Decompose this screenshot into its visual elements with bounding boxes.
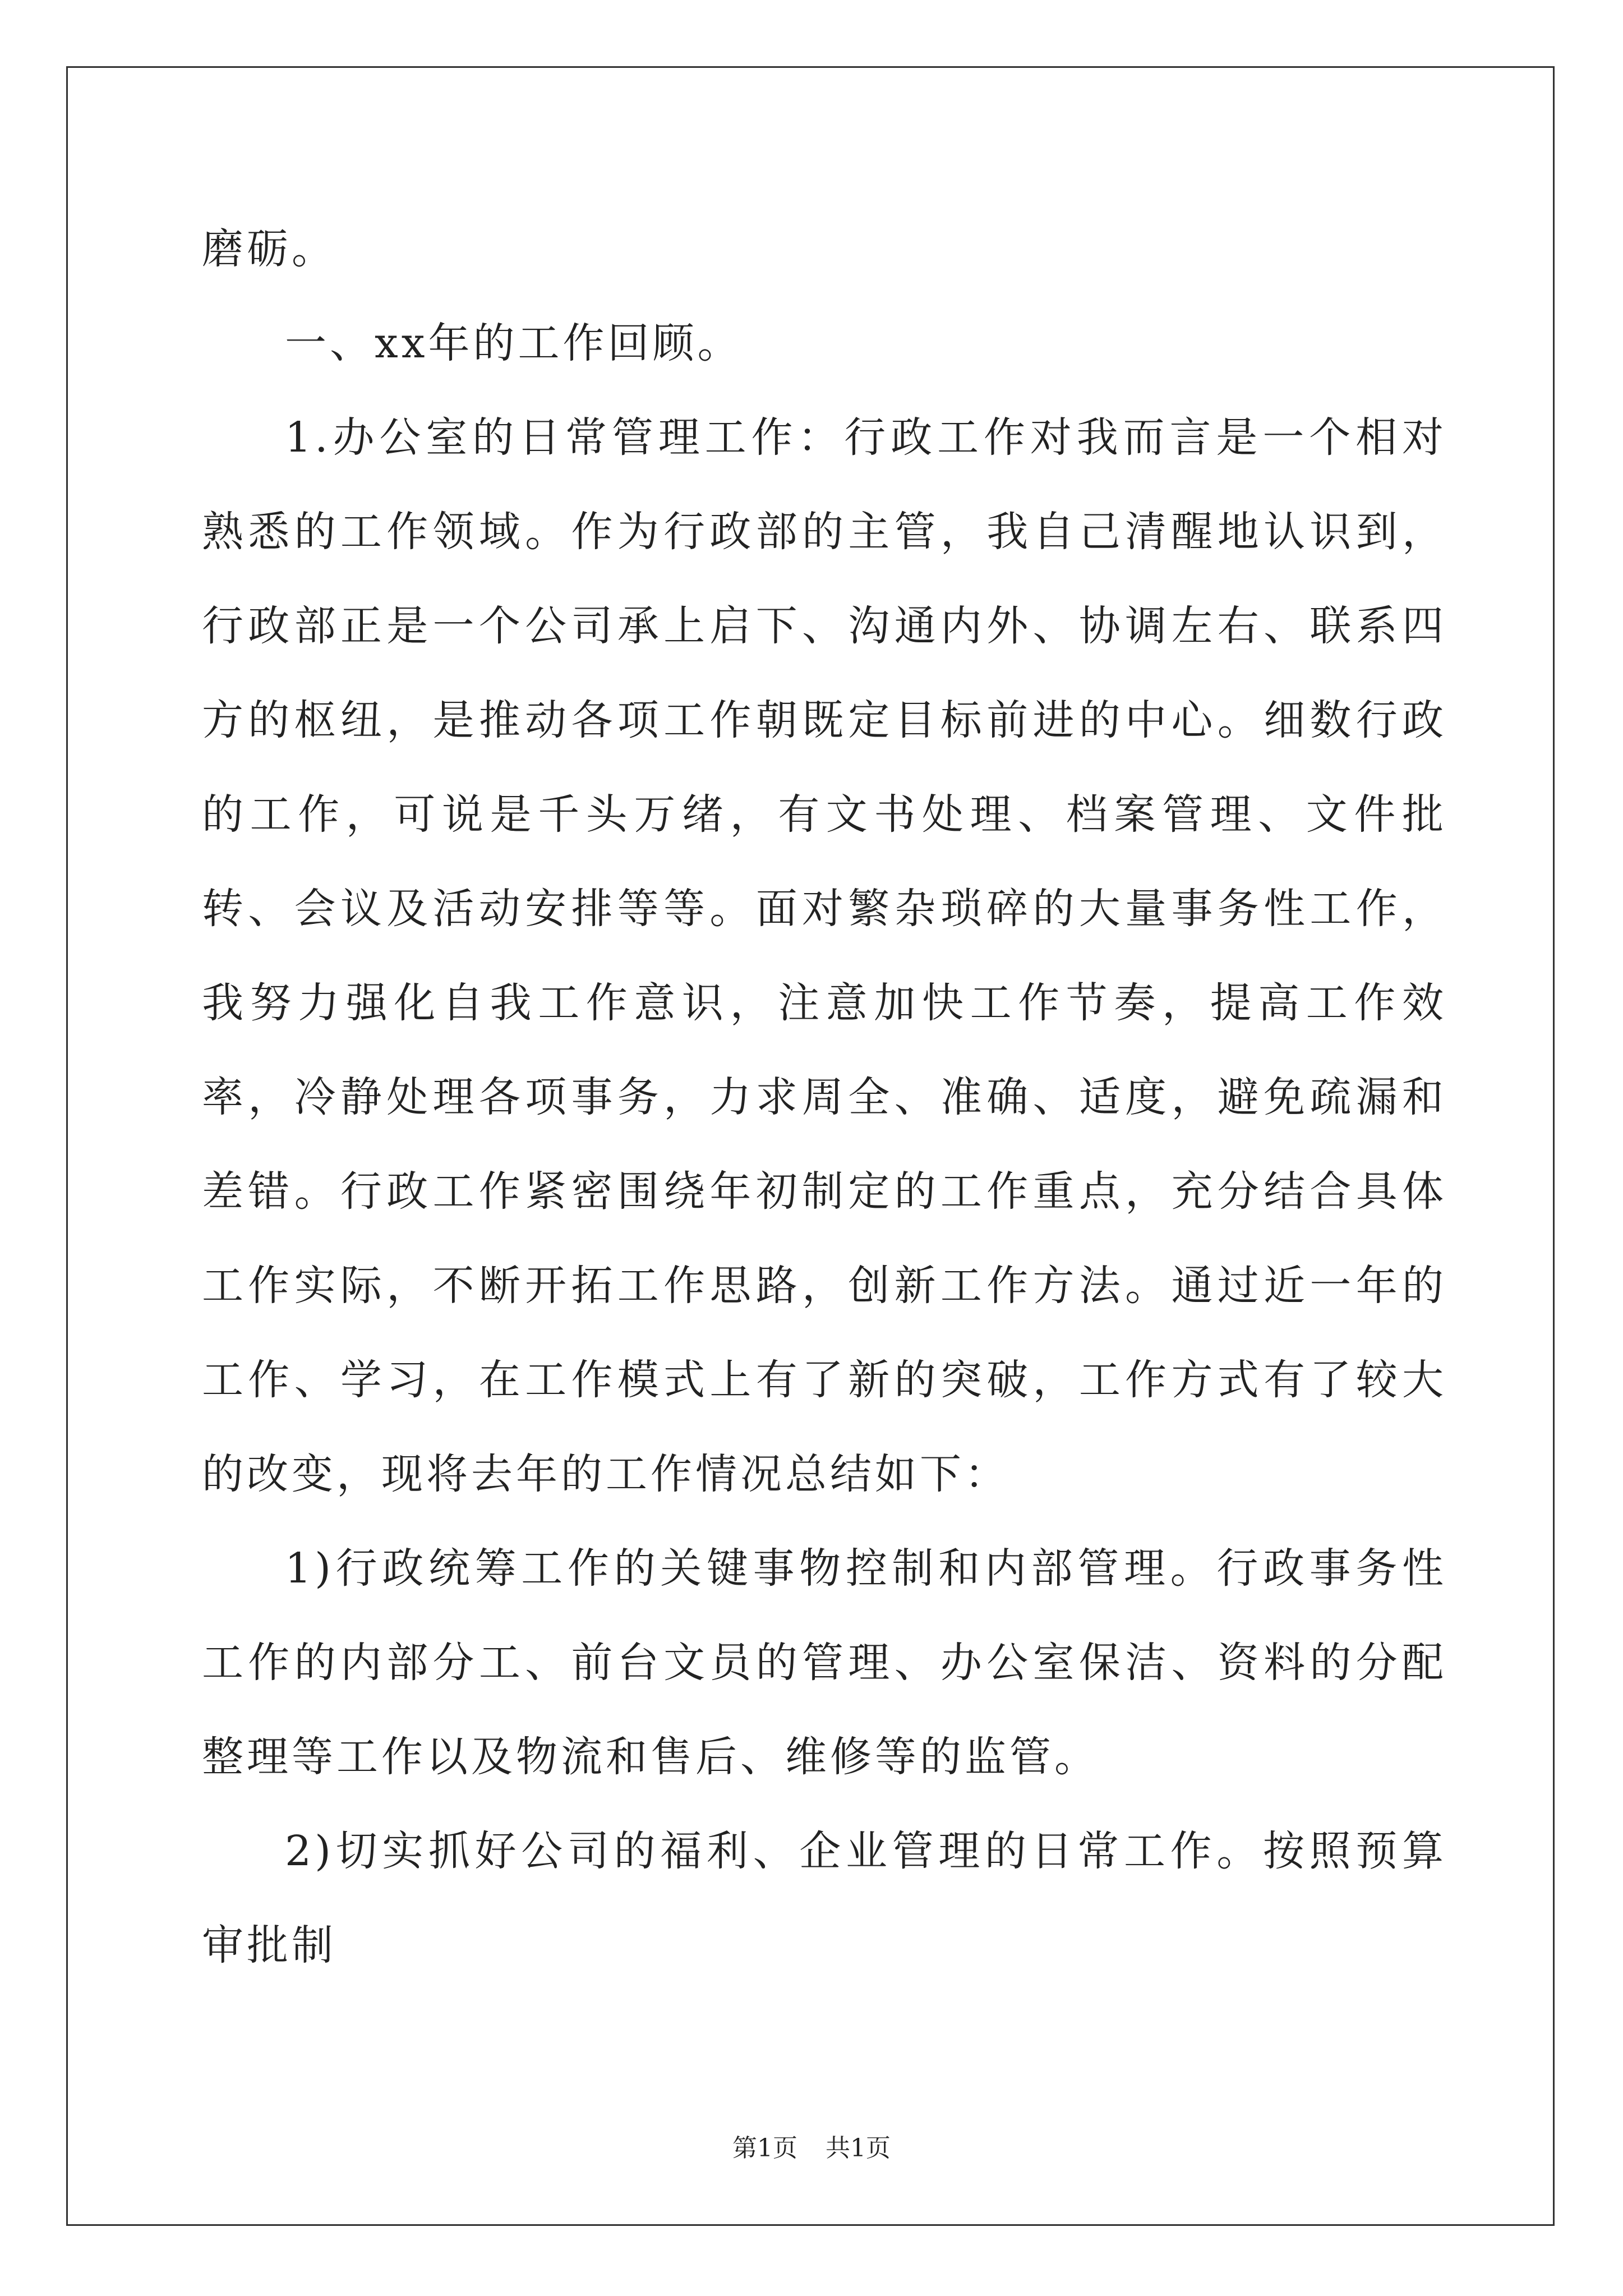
document-body [202,202,1447,1993]
page-number: 第1页 [732,2134,797,2162]
paragraph: 1.办公室的日常管理工作：行政工作对我而言是一个相对熟悉的工作领域。作为行政部的主管，我自己清醒地认识到，行政部正是一个公司承上启下、沟通内外、协调左右、联系四方的枢纽，是推动各项工作朝既定目标前进的中心。细数行政的工作，可说是千头万绪，有文书处理、档案管理、文件批转、会议及活动安排等等。面对繁杂琐碎的大量事务性工作，我努力强化自我工作意识，注意加快工作节奏，提高工作效率，冷静处理各项事务，力求周全、准确、适度，避免疏漏和差错。行政工作紧密围绕年初制定的工作重点，充分结合具体工作实际，不断开拓工作思路，创新工作方法。通过近一年的工作、学习，在工作模式上有了新的突破，工作方式有了较大的改变，现将去年的工作情况总结如下： [202,413,1447,1498]
paragraph: 磨砺。 [202,225,336,273]
paragraph: 2)切实抓好公司的福利、企业管理的日常工作。按照预算审批制 [202,1827,1447,1970]
page-footer [0,2132,1623,2165]
paragraph: 一、xx年的工作回顾。 [285,319,743,367]
page-total: 共1页 [826,2134,891,2162]
paragraph: 1)行政统筹工作的关键事物控制和内部管理。行政事务性工作的内部分工、前台文员的管理、办公室保洁、资料的分配整理等工作以及物流和售后、维修等的监管。 [202,1544,1447,1781]
